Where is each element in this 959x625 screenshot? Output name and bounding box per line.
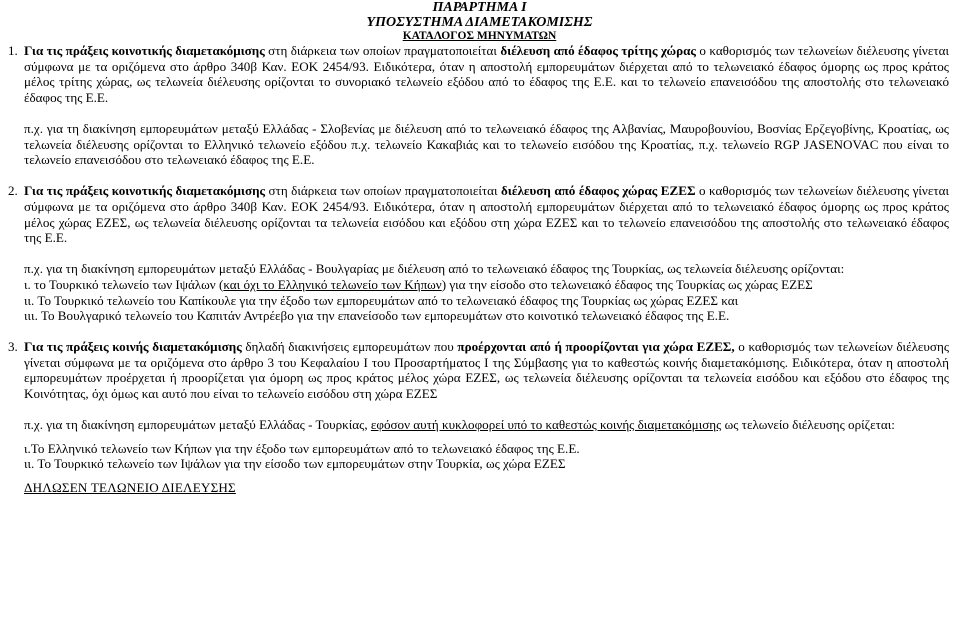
section-3-paragraph: Για τις πράξεις κοινής διαμετακόμισης δηλαδή διακινήσεις εμπορευμάτων που προέρχονται από ή προορίζονται για χώρα ΕΖΕΣ, ο καθορισμός των τελωνείων διέλευσης γίνεται σύμφωνα με τα οριζόμενα στο άρθρο 3 του Κεφαλαίου Ι του Προσαρτήματος Ι της Σύμβασης για το καθεστώς κοινής διαμετακόμισης. Ειδικότερα, όταν η αποστολή εμπορευμάτων προέρχεται ή προορίζεται για όμορη ως προς κράτος μέλος χώρα ΕΖΕΣ, ως τελωνεία διέλευσης ορίζονται τα τελωνεία εισόδου και εξόδου στο έδαφος της Κοινότητας, όχι όμως και αυτό που είναι το τελωνείο εισόδου στη χώρα ΕΖΕΣ [24, 339, 949, 402]
section-3 [10, 339, 949, 472]
message-catalog-title: ΚΑΤΑΛΟΓΟΣ ΜΗΝΥΜΑΤΩΝ [402, 30, 557, 42]
section-2-list-item-2: ιι. Το Τουρκικό τελωνείο του Καπίκουλε για την έξοδο των εμπορευμάτων από το τελωνειακό έδαφος της Τουρκίας ως χώρας ΕΖΕΣ και [24, 292, 739, 308]
section-3-list-item-1: ι.Το Ελληνικό τελωνείο των Κήπων για την έξοδο των εμπορευμάτων από το τελωνειακό έδαφος της Ε.Ε. [24, 440, 580, 456]
section-2-number: 2. [8, 183, 18, 199]
section-2-bold-phrase: διέλευση από έδαφος χώρας ΕΖΕΣ [501, 183, 696, 199]
section-1-paragraph: Για τις πράξεις κοινοτικής διαμετακόμισης στη διάρκεια των οποίων πραγματοποιείται διέλευση από έδαφος τρίτης χώρας ο καθορισμός των τελωνείων διέλευσης γίνεται σύμφωνα με τα οριζόμενα στο άρθρο 340β Καν. ΕΟΚ 2454/93. Ειδικότερα, όταν η αποστολή εμπορευμάτων διέρχεται από το τελωνειακό έδαφος όμορης ως προς κράτος μέλος τρίτης χώρας, ως τελωνεία διέλευσης ορίζονται το συνοριακό τελωνείο εξόδου από το έδαφος της Ε.Ε. και το τελωνείο επανεισόδου της αποστολής στο τελωνειακό έδαφος της Ε.Ε. [24, 43, 949, 105]
section-2-example: π.χ. για τη διακίνηση εμπορευμάτων μεταξύ Ελλάδας - Βουλγαρίας με διέλευση από το τελωνειακό έδαφος της Τουρκίας, ως τελωνεία διέλευσης ορίζονται: [24, 261, 845, 277]
section-3-bold-phrase: προέρχονται από ή προορίζονται για χώρα ΕΖΕΣ, [457, 339, 735, 355]
section-2-list-item-3: ιιι. Το Βουλγαρικό τελωνείο του Καπιτάν Αντρέεβο για την επανείσοδο των εμπορευμάτων στο κοινοτικό τελωνειακό έδαφος της Ε.Ε. [24, 308, 730, 324]
section-3-number: 3. [8, 339, 18, 355]
section-2 [10, 183, 949, 323]
annex-title: ΠΑΡΑΡΤΗΜΑ Ι [432, 0, 527, 15]
section-1 [10, 43, 949, 168]
section-1-number: 1. [8, 43, 18, 58]
section-3-bold-lead: Για τις πράξεις κοινής διαμετακόμισης [24, 339, 242, 355]
section-2-bold-lead: Για τις πράξεις κοινοτικής διαμετακόμισης [24, 183, 266, 199]
section-2-list-item-1: ι. το Τουρκικό τελωνείο των Ιψάλων (και όχι το Ελληνικό τελωνείο των Κήπων) για την είσοδο στο τελωνειακό έδαφος της Τουρκίας ως χώρας ΕΖΕΣ [24, 276, 813, 292]
section-2-paragraph: Για τις πράξεις κοινοτικής διαμετακόμισης στη διάρκεια των οποίων πραγματοποιείται διέλευση από έδαφος χώρας ΕΖΕΣ ο καθορισμός των τελωνείων διέλευσης γίνεται σύμφωνα με τα οριζόμενα στο άρθρο 340β Καν. ΕΟΚ 2454/93. Ειδικότερα, όταν η αποστολή εμπορευμάτων διέρχεται από το τελωνειακό έδαφος όμορης ως προς κράτος μέλος χώρας ΕΖΕΣ, ως τελωνεία διέλευσης ορίζονται τα τελωνεία εισόδου και εξόδου στη χώρα ΕΖΕΣ και το τελωνείο επανεισόδου της αποστολής στο τελωνειακό έδαφος της Ε.Ε. [24, 183, 949, 246]
section-3-list-item-2: ιι. Το Τουρκικό τελωνείο των Ιψάλων για την είσοδο των εμπορευμάτων στην Τουρκία, ως χώρα ΕΖΕΣ [24, 456, 566, 472]
section-1-bold-phrase: διέλευση από έδαφος τρίτης χώρας [500, 43, 696, 58]
footer [10, 480, 949, 496]
section-3-example: π.χ. για τη διακίνηση εμπορευμάτων μεταξύ Ελλάδας - Τουρκίας, εφόσον αυτή κυκλοφορεί υπό το καθεστώς κοινής διαμετακόμισης ως τελωνείο διέλευσης ορίζεται: [24, 417, 895, 433]
section-1-example: π.χ. για τη διακίνηση εμπορευμάτων μεταξύ Ελλάδας - Σλοβενίας με διέλευση από το τελωνειακό έδαφος της Αλβανίας, Μαυροβουνίου, Βοσνίας Ερζεγοβίνης, Κροατίας, ως τελωνεία διέλευσης ορίζονται το Ελληνικό τελωνείο εξόδου π.χ. τελωνείο Κακαβιάς και το τελωνείο εισόδου της Κροατίας, π.χ. τελωνείο RGP JASENOVAC που είναι το τελωνείο επανεισόδου στο τελωνειακό έδαφος της Ε.Ε. [24, 120, 949, 168]
section-1-bold-lead: Για τις πράξεις κοινοτικής διαμετακόμισης [24, 43, 265, 58]
subsystem-title: ΥΠΟΣΥΣΤΗΜΑ ΔΙΑΜΕΤΑΚΟΜΙΣΗΣ [366, 15, 593, 30]
transit-office-declaration-label: ΔΗΛΩΣΕΝ ΤΕΛΩΝΕΙΟ ΔΙΕΛΕΥΣΗΣ [24, 480, 236, 496]
